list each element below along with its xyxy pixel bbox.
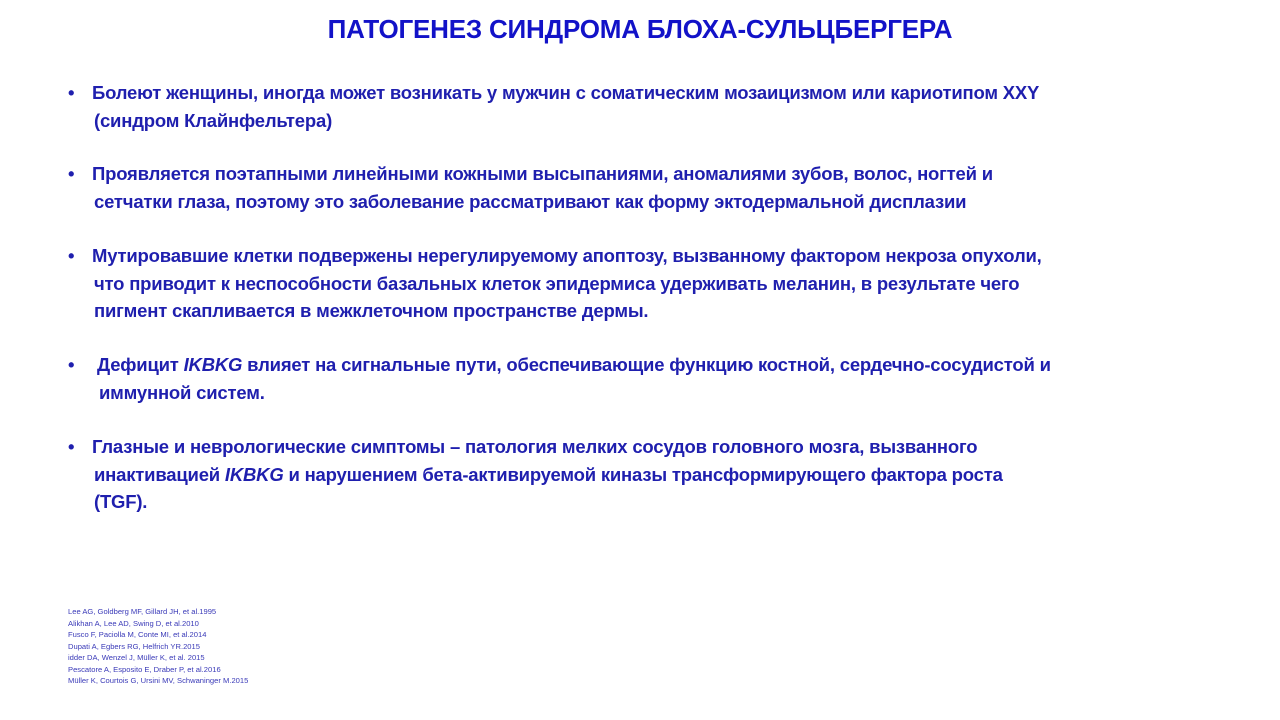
gene-name: IKBKG — [224, 463, 284, 485]
bullet-text-line — [68, 461, 1003, 489]
bullet-dot: • — [68, 82, 75, 103]
bullet-item — [68, 433, 1003, 516]
bullet-item — [68, 160, 993, 215]
slide-title: ПАТОГЕНЕЗ СИНДРОМА БЛОХА-СУЛЬЦБЕРГЕРА — [327, 14, 953, 44]
bullet-text-line: (синдром Клайнфельтера) — [94, 109, 333, 131]
reference-item: Dupati A, Egbers RG, Helfrich YR.2015 — [68, 641, 200, 651]
bullet-text-line — [68, 351, 1051, 379]
bullet-text-line: Мутировавшие клетки подвержены нерегулируемому апоптозу, вызванному фактором некроза опухоли, — [92, 245, 1042, 266]
reference-item: Lee AG, Goldberg MF, Gillard JH, et al.1995 — [68, 607, 217, 616]
bullet-dot: • — [68, 163, 75, 184]
gene-name: IKBKG — [183, 354, 243, 375]
reference-item: idder DA, Wenzel J, Müller K, et al. 2015 — [68, 653, 205, 662]
bullet-dot: • — [68, 245, 75, 266]
text-segment: и нарушением бета-активируемой киназы трансформирующего фактора роста — [283, 463, 1003, 485]
bullet-text-line: (TGF). — [94, 491, 148, 512]
bullet-text-line: пигмент скапливается в межклеточном пространстве дермы. — [94, 300, 649, 321]
references-list — [68, 606, 248, 687]
bullet-text-line: иммунной систем. — [99, 381, 265, 403]
bullet-text-line: Проявляется поэтапными линейными кожными высыпаниями, аномалиями зубов, волос, ногтей и — [92, 163, 993, 184]
text-segment: Дефицит — [97, 354, 184, 375]
text-segment: влияет на сигнальные пути, обеспечивающие функцию костной, сердечно-сосудистой и — [242, 354, 1051, 375]
bullet-item — [68, 351, 1051, 406]
reference-item: Alikhan A, Lee AD, Swing D, et al.2010 — [68, 618, 199, 628]
reference-item: Fusco F, Paciolla M, Conte MI, et al.2014 — [68, 630, 207, 639]
bullet-text-line: сетчатки глаза, поэтому это заболевание рассматривают как форму эктодермальной дисплазии — [94, 190, 967, 212]
text-segment: инактивацией — [94, 463, 225, 485]
reference-item: Pescatore A, Esposito E, Draber P, et al.2016 — [68, 664, 221, 674]
bullet-dot: • — [68, 436, 75, 457]
bullet-item — [68, 242, 1042, 325]
bullet-text-line: Глазные и неврологические симптомы – патология мелких сосудов головного мозга, вызванного — [92, 436, 978, 457]
bullet-text-line: что приводит к неспособности базальных клеток эпидермиса удерживать меланин, в результате чего — [94, 272, 1020, 294]
bullet-dot: • — [68, 354, 75, 375]
reference-item: Müller K, Courtois G, Ursini MV, Schwaninger M.2015 — [68, 676, 249, 685]
bullet-item — [68, 79, 1039, 134]
bullet-text-line: Болеют женщины, иногда может возникать у мужчин с соматическим мозаицизмом или кариотипом XXY — [92, 82, 1040, 103]
